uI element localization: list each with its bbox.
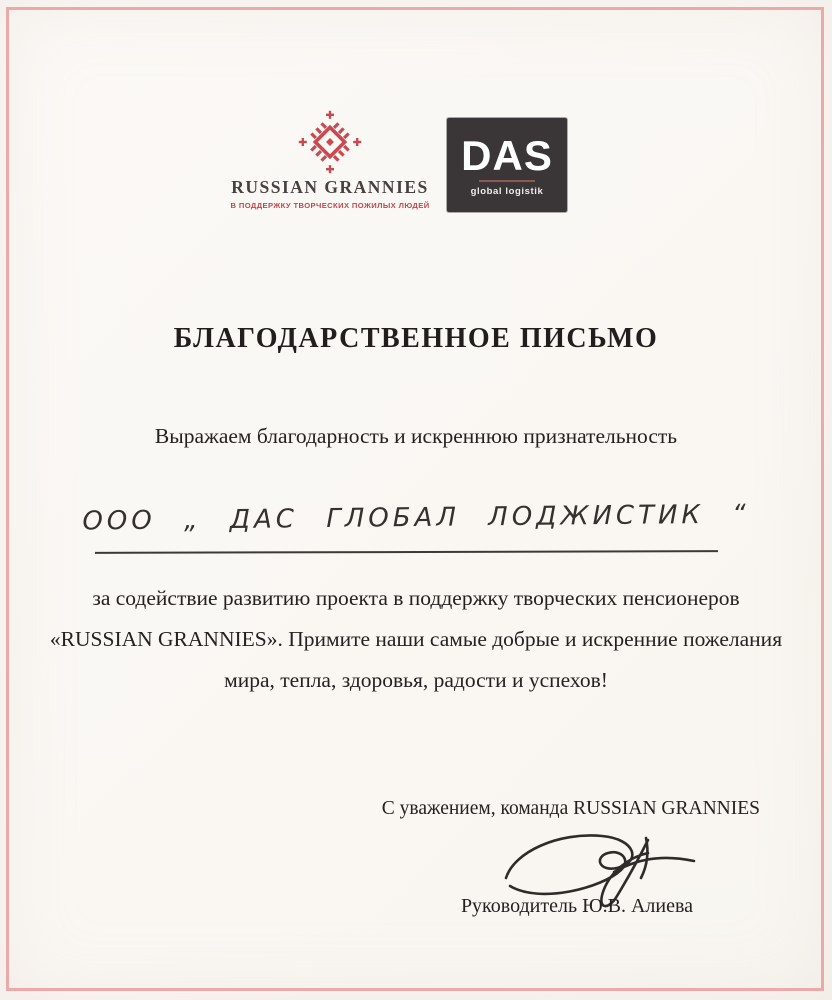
slavic-ornament-icon	[298, 110, 362, 174]
das-logo-name: DAS	[461, 131, 553, 179]
recipient-handwritten: ООО „ ДАС ГЛОБАЛ ЛОДЖИСТИК “	[82, 499, 750, 537]
russian-grannies-tagline: В ПОДДЕРЖКУ ТВОРЧЕСКИХ ПОЖИЛЫХ ЛЮДЕЙ	[230, 201, 430, 210]
letter-intro: Выражаем благодарность и искреннюю признательность	[154, 424, 678, 448]
letter-body-line2: «RUSSIAN GRANNIES». Примите наши самые добрые и искренние пожелания	[49, 627, 783, 651]
letter-body-line3: мира, тепла, здоровья, радости и успехов!	[224, 668, 608, 692]
letter-title: БЛАГОДАРСТВЕННОЕ ПИСЬМО	[173, 323, 659, 354]
letter-signee: Руководитель Ю.В. Алиева	[460, 895, 694, 917]
das-logo	[447, 118, 567, 212]
das-logo-subtitle: global logistik	[470, 185, 544, 197]
russian-grannies-wordmark: RUSSIAN GRANNIES	[231, 177, 429, 197]
das-logo-divider	[479, 180, 535, 182]
letter-body	[0, 578, 832, 701]
russian-grannies-logo	[230, 110, 430, 210]
letter-body-line1: за содействие развитию проекта в поддержку творческих пенсионеров	[92, 586, 740, 610]
letter-closing: С уважением, команда RUSSIAN GRANNIES	[381, 798, 760, 819]
